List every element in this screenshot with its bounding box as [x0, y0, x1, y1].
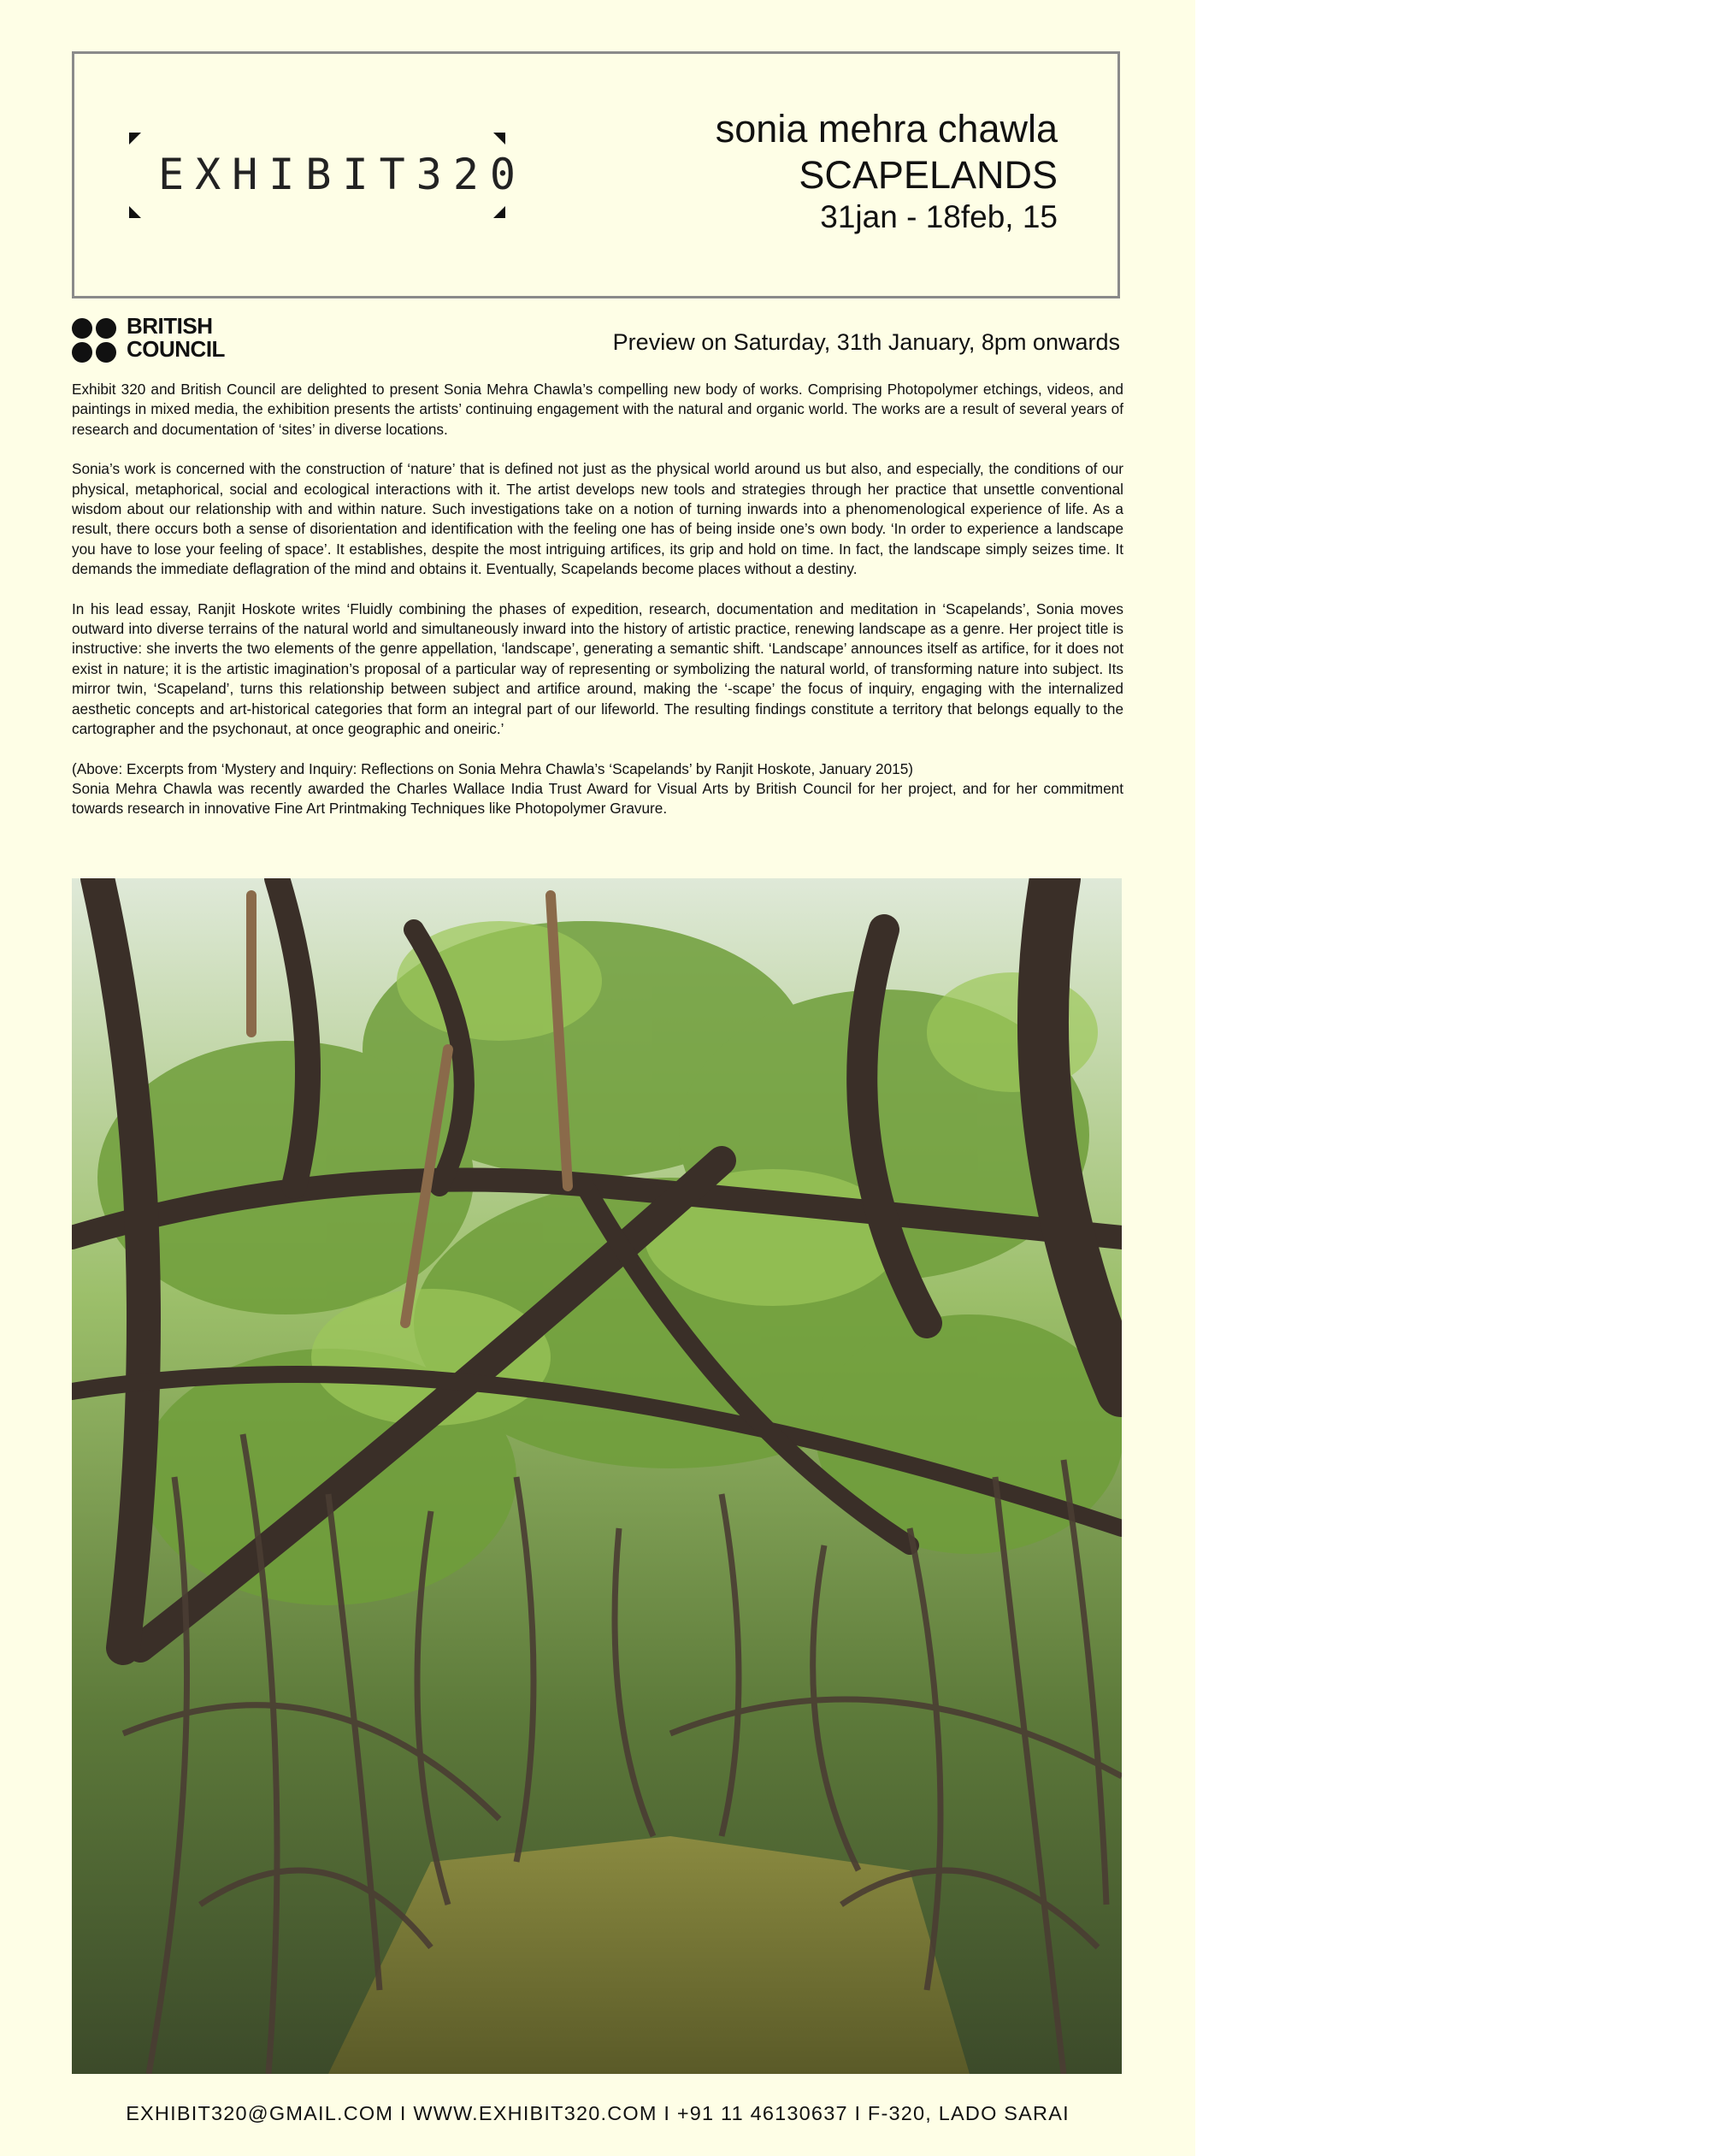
logo-dot-icon	[72, 342, 92, 363]
essay-paragraph: In his lead essay, Ranjit Hoskote writes ‘Fluidly combining the phases of expedition, research, documentation and meditation in ‘Scapelands’, Sonia moves outward into diverse terrains of the natural world and simultaneously inward into the history of artistic practice, renewing landscape as a genre. Her project title is instructive: she inverts the two elements of the genre appellation, ‘landscape’, generating a semantic shift. ‘Landscape’ announces itself as artifice, for it does not exist in nature; it is the artistic imagination’s proposal of a particular way of representing or symbolizing the natural world, of transforming nature into subject. Its mirror twin, ‘Scapeland’, turns this relationship between subject and artifice around, making the ‘-scape’ the focus of inquiry, engaging with the internalized aesthetic concepts and art-historical categories that form an integral part of our lifeworld. The resulting findings constitute a territory that belongs equally to the cartographer and the psychonaut, at once geographic and oneiric.’	[72, 600, 1123, 738]
mangrove-photograph	[72, 878, 1122, 2074]
british-council-logo	[72, 313, 260, 366]
artist-name: sonia mehra chawla	[715, 107, 1058, 151]
logo-corner-mark	[129, 133, 141, 145]
exhibition-dates: 31jan - 18feb, 15	[820, 199, 1058, 234]
logo-corner-mark	[493, 133, 505, 145]
press-release-body	[72, 380, 1123, 819]
logo-dot-icon	[96, 318, 116, 339]
exhibition-title: SCAPELANDS	[799, 153, 1058, 197]
logo-corner-mark	[129, 206, 141, 218]
essay-citation: (Above: Excerpts from ‘Mystery and Inquiry: Reflections on Sonia Mehra Chawla’s ‘Scapelands’ by Ranjit Hoskote, January 2015)	[72, 759, 913, 777]
logo-corner-mark	[493, 206, 505, 218]
logo-dot-icon	[72, 318, 92, 339]
gallery-logo: EXHIBIT320	[158, 150, 528, 199]
header-box	[72, 51, 1120, 298]
contact-footer: EXHIBIT320@GMAIL.COM I WWW.EXHIBIT320.COM I +91 11 46130637 I F-320, LADO SARAI	[126, 2102, 1070, 2124]
concept-paragraph: Sonia’s work is concerned with the construction of ‘nature’ that is defined not just as the physical world around us but also, and especially, the conditions of our physical, metaphorical, social and ecological interactions with it. The artist develops new tools and strategies through her practice that unsettle conventional wisdom about our relationship with and within nature. Such investigations take on a notion of turning inwards into a phenomenological experience of life. As a result, there occurs both a sense of disorientation and identification with the feeling one has of being inside one’s own body. ‘In order to experience a landscape you have to lose your feeling of space’. It establishes, despite the most intriguing artifices, its grip and hold on time. In fact, the landscape simply seizes time. It demands the immediate deflagration of the mind and obtains it. Eventually, Scapelands become places without a destiny.	[72, 460, 1123, 578]
logo-dot-icon	[96, 342, 116, 363]
wordmark-line-1: BRITISH	[127, 313, 213, 339]
award-paragraph: Sonia Mehra Chawla was recently awarded the Charles Wallace India Trust Award for Visual Arts by British Council for her project, and for her commitment towards research in innovative Fine Art Printmaking Techniques like Photopolymer Gravure.	[72, 779, 1123, 818]
intro-paragraph: Exhibit 320 and British Council are delighted to present Sonia Mehra Chawla’s compelling new body of works. Comprising Photopolymer etchings, videos, and paintings in mixed media, the exhibition presents the artists’ continuing engagement with the natural and organic world. The works are a result of several years of research and documentation of ‘sites’ in diverse locations.	[72, 381, 1123, 438]
wordmark-line-2: COUNCIL	[127, 336, 225, 362]
british-council-wordmark	[127, 315, 225, 361]
preview-notice: Preview on Saturday, 31th January, 8pm onwards	[612, 329, 1120, 355]
